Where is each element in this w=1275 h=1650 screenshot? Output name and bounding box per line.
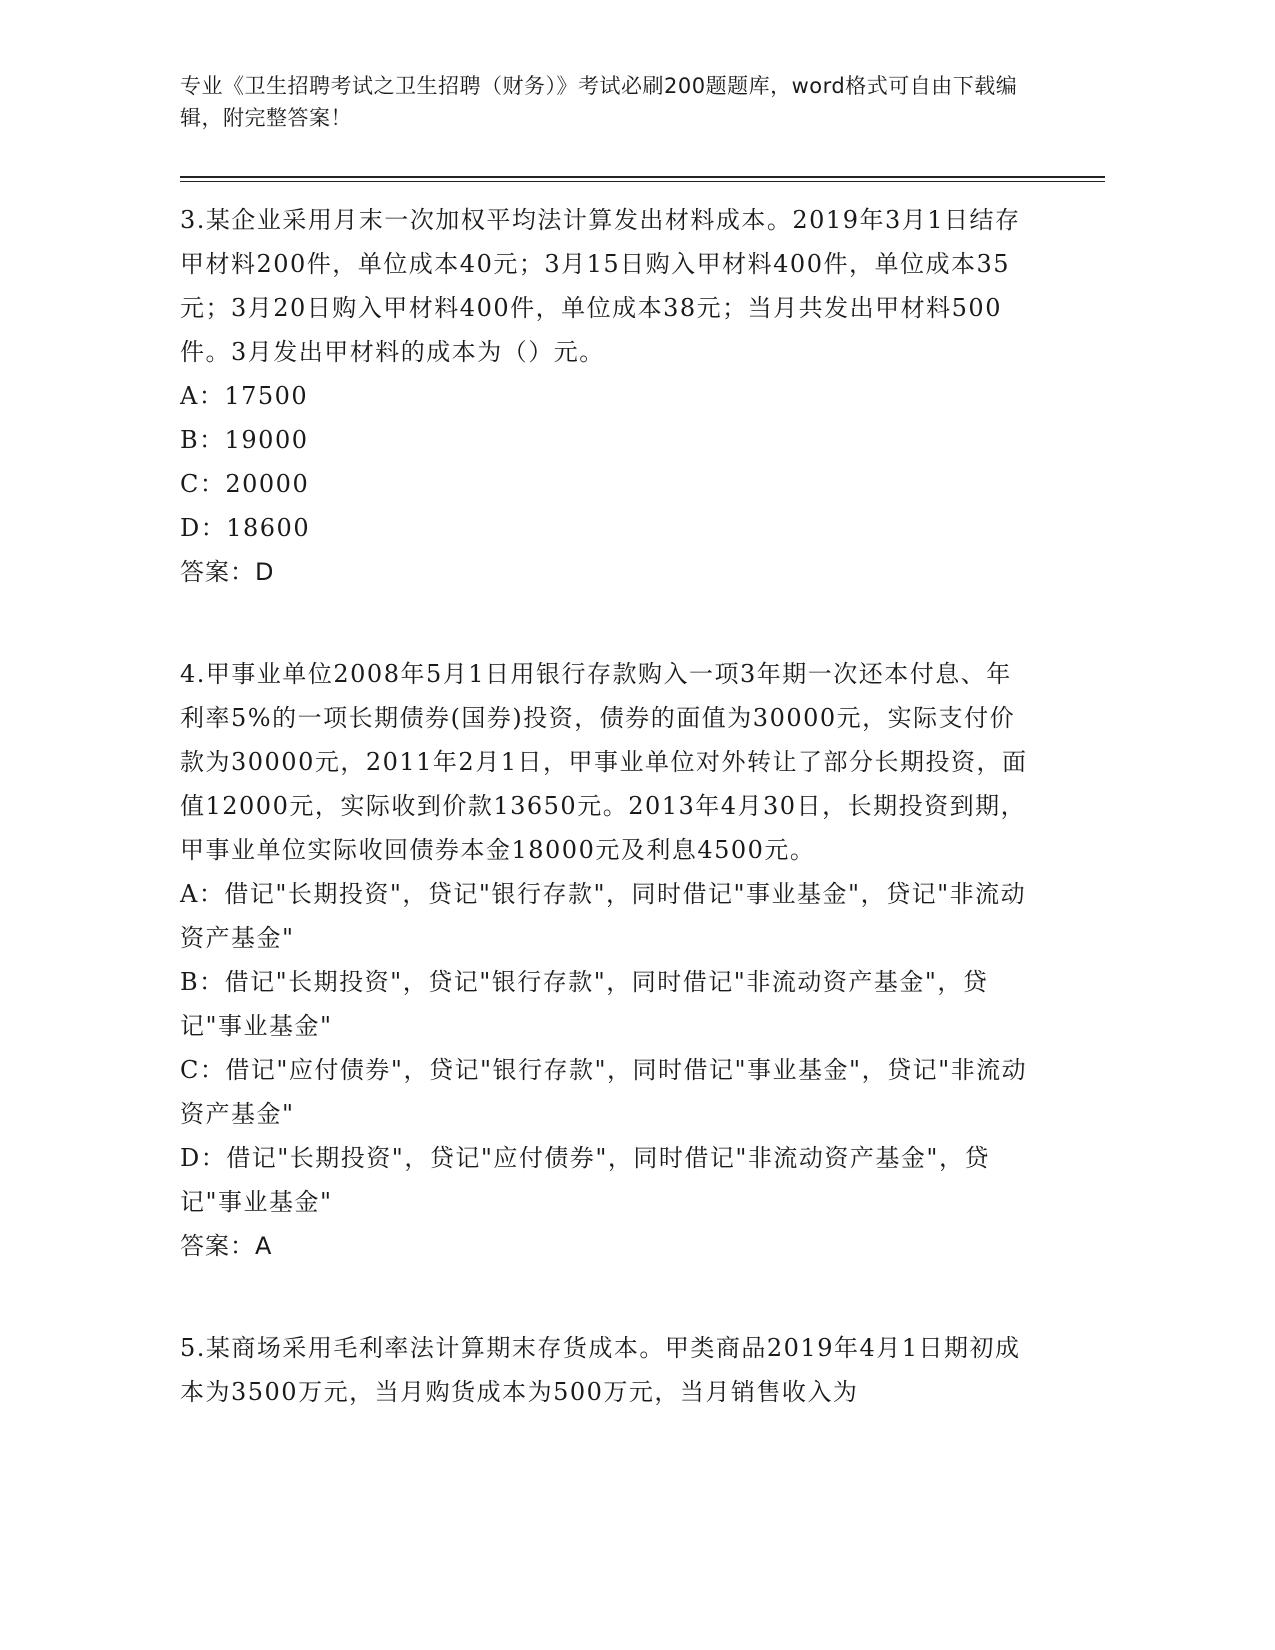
spacer (180, 594, 1100, 636)
option-a: A：17500 (180, 382, 309, 410)
question-3 (180, 198, 1100, 594)
question-text: 4.甲事业单位2008年5月1日用银行存款购入一项3年期一次还本付息、年利率5%的一项长期债券(国券)投资，债券的面值为30000元，实际支付价款为30000元，2011年2月1日，甲事业单位对外转让了部分长期投资，面值12000元，实际收到价款13650元。2013年4月30日，长期投资到期，甲事业单位实际收回债券本金18000元及利息4500元。 (180, 660, 1028, 864)
option-c: C：借记"应付债券"，贷记"银行存款"，同时借记"事业基金"，贷记"非流动资产基金" (180, 1056, 1028, 1128)
option-d: D：18600 (180, 514, 311, 542)
option-d: D：借记"长期投资"，贷记"应付债券"，同时借记"非流动资产基金"，贷记"事业基金" (180, 1144, 990, 1216)
answer-label: 答案：A (180, 1232, 273, 1260)
question-text: 5.某商场采用毛利率法计算期末存货成本。甲类商品2019年4月1日期初成本为3500万元，当月购货成本为500万元，当月销售收入为 (180, 1334, 1021, 1406)
question-5 (180, 1326, 1100, 1414)
option-b: B：19000 (180, 426, 309, 454)
option-c: C：20000 (180, 470, 310, 498)
option-a: A：借记"长期投资"，贷记"银行存款"，同时借记"事业基金"，贷记"非流动资产基金" (180, 880, 1027, 952)
answer-label: 答案：D (180, 558, 275, 586)
option-b: B：借记"长期投资"，贷记"银行存款"，同时借记"非流动资产基金"，贷记"事业基金" (180, 968, 989, 1040)
question-text: 3.某企业采用月末一次加权平均法计算发出材料成本。2019年3月1日结存甲材料200件，单位成本40元；3月15日购入甲材料400件，单位成本35元；3月20日购入甲材料400件，单位成本38元；当月共发出甲材料500件。3月发出甲材料的成本为（）元。 (180, 206, 1021, 366)
spacer (180, 1268, 1100, 1310)
question-4 (180, 652, 1100, 1268)
header-divider (180, 176, 1105, 182)
document-header: 专业《卫生招聘考试之卫生招聘（财务）》考试必刷200题题库，word格式可自由下载编辑，附完整答案！ (180, 74, 1018, 130)
document-page (180, 70, 1100, 1414)
